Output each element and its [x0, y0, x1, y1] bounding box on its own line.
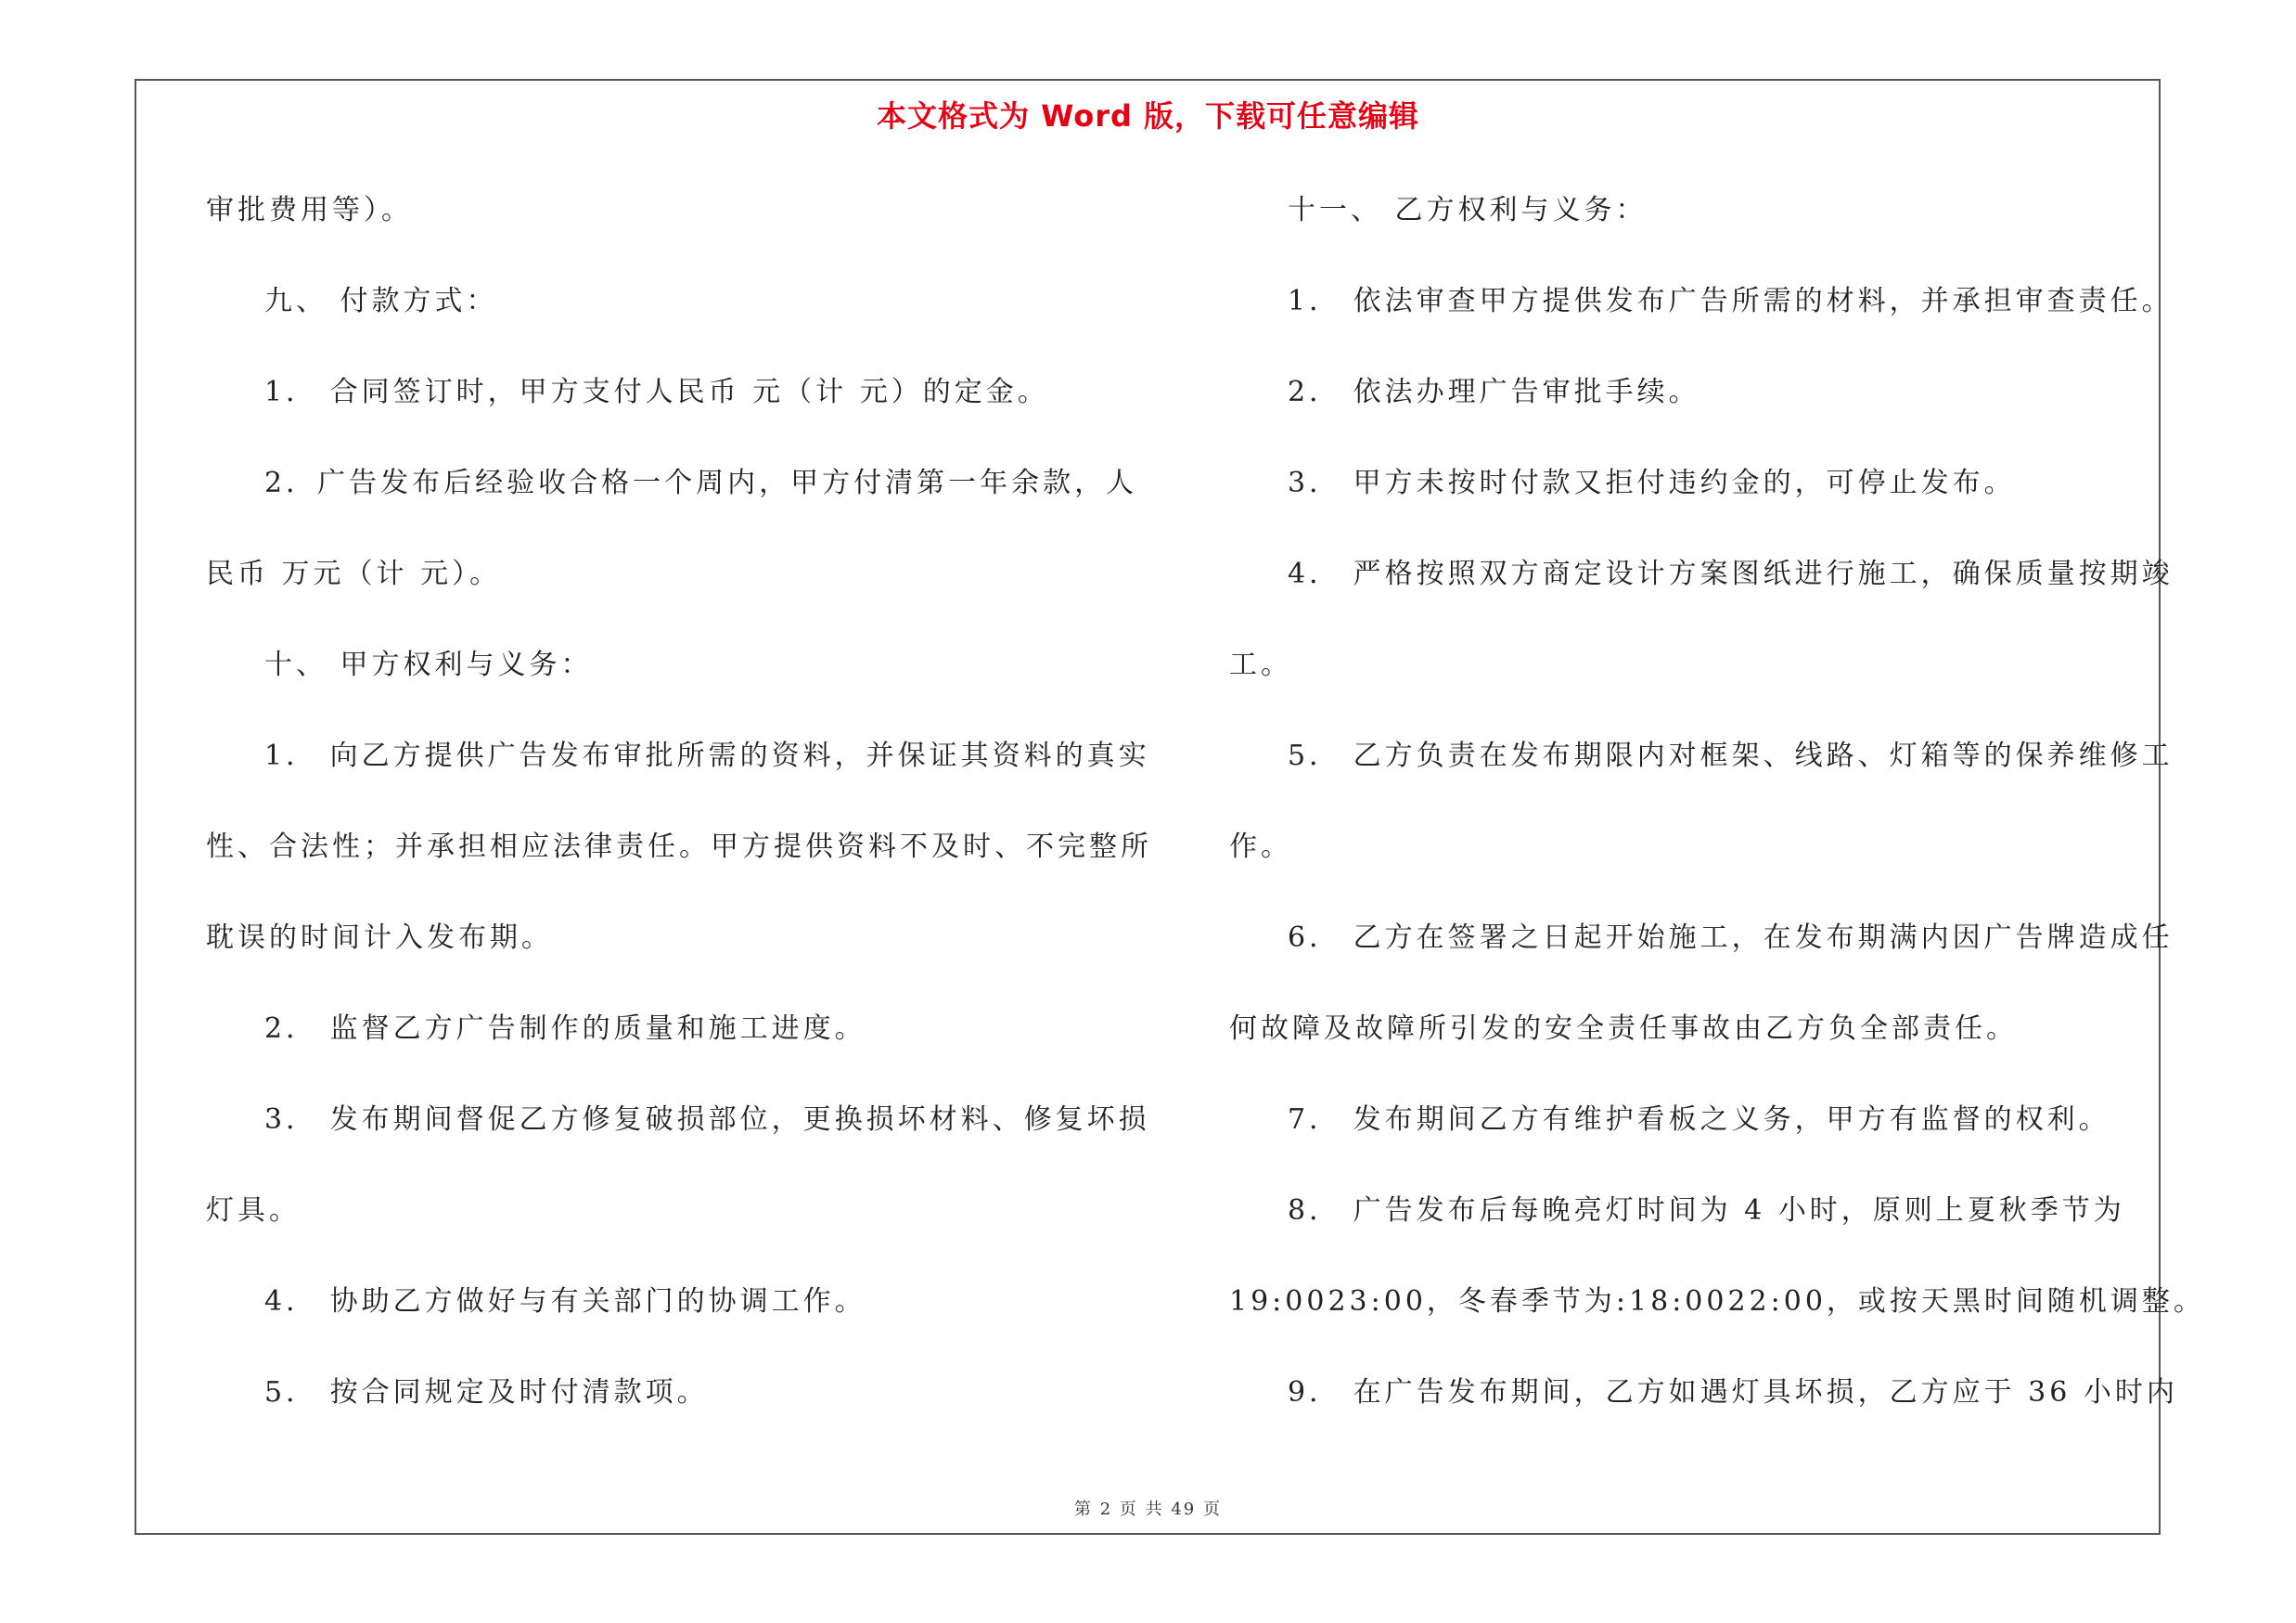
- paragraph-line: 性、合法性；并承担相应法律责任。甲方提供资料不及时、不完整所: [206, 831, 1152, 863]
- paragraph-line: 3． 发布期间督促乙方修复破损部位，更换损坏材料、修复坏损: [264, 1103, 1150, 1136]
- paragraph-line: 作。: [1229, 831, 1292, 863]
- paragraph-line: 工。: [1229, 649, 1292, 681]
- paragraph-line: 1． 依法审查甲方提供发布广告所需的材料，并承担审查责任。: [1288, 285, 2174, 317]
- paragraph-line: 9． 在广告发布期间，乙方如遇灯具坏损，乙方应于 36 小时内: [1288, 1376, 2178, 1409]
- paragraph-line: 2．广告发布后经验收合格一个周内，甲方付清第一年余款，人: [264, 467, 1138, 499]
- word-format-banner: 本文格式为 Word 版，下载可任意编辑: [876, 98, 1420, 134]
- paragraph-line: 6． 乙方在签署之日起开始施工，在发布期满内因广告牌造成任: [1288, 921, 2174, 954]
- left-column: [206, 165, 1152, 1438]
- paragraph-line: 7． 发布期间乙方有维护看板之义务，甲方有监督的权利。: [1288, 1103, 2110, 1136]
- paragraph-line: 十、 甲方权利与义务：: [264, 649, 593, 681]
- paragraph-line: 5． 按合同规定及时付清款项。: [264, 1376, 709, 1409]
- paragraph-line: 灯具。: [206, 1194, 301, 1227]
- paragraph-line: 十一、 乙方权利与义务：: [1288, 194, 1648, 226]
- paragraph-line: 民币 万元（计 元）。: [206, 558, 502, 590]
- paragraph-line: 19:0023:00，冬春季节为:18:0022:00，或按天黑时间随机调整。: [1229, 1285, 2205, 1318]
- right-column: [1229, 165, 2205, 1438]
- paragraph-line: 4． 协助乙方做好与有关部门的协调工作。: [264, 1285, 866, 1318]
- paragraph-line: 1． 向乙方提供广告发布审批所需的资料，并保证其资料的真实: [264, 740, 1150, 772]
- paragraph-line: 3． 甲方未按时付款又拒付违约金的，可停止发布。: [1288, 467, 2016, 499]
- paragraph-line: 九、 付款方式：: [264, 285, 498, 317]
- paragraph-line: 耽误的时间计入发布期。: [206, 921, 553, 954]
- paragraph-line: 何故障及故障所引发的安全责任事故由乙方负全部责任。: [1229, 1012, 2018, 1045]
- paragraph-line: 4． 严格按照双方商定设计方案图纸进行施工，确保质量按期竣: [1288, 558, 2174, 590]
- paragraph-line: 5． 乙方负责在发布期限内对框架、线路、灯箱等的保养维修工: [1288, 740, 2174, 772]
- paragraph-line: 1． 合同签订时，甲方支付人民币 元（计 元）的定金。: [264, 376, 1049, 408]
- paragraph-line: 8． 广告发布后每晚亮灯时间为 4 小时，原则上夏秋季节为: [1288, 1194, 2125, 1227]
- page-footer: 第 2 页 共 49 页: [1074, 1500, 1222, 1519]
- paragraph-line: 2． 监督乙方广告制作的质量和施工进度。: [264, 1012, 866, 1045]
- paragraph-line: 2． 依法办理广告审批手续。: [1288, 376, 1700, 408]
- paragraph-line: 审批费用等）。: [206, 194, 413, 226]
